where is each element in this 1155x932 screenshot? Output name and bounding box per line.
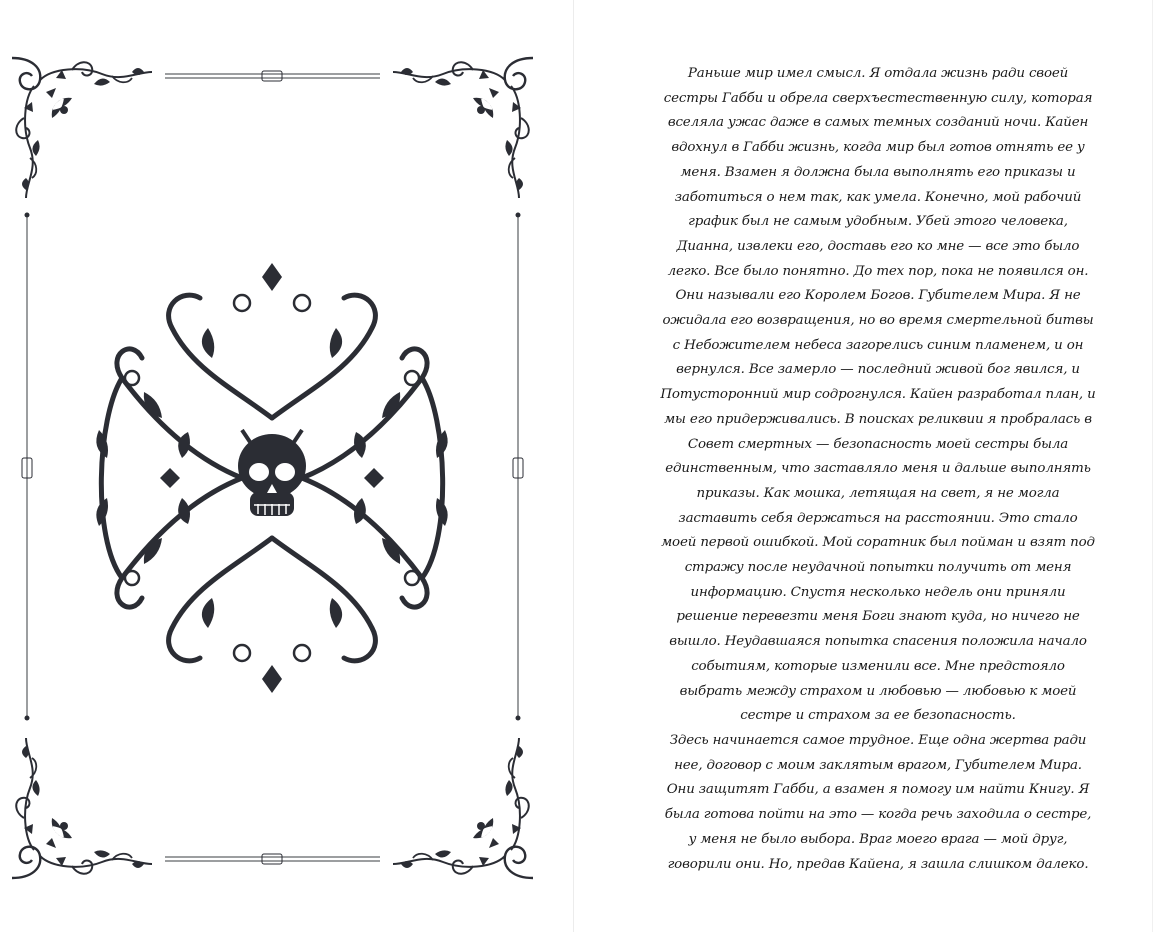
paragraph-3: Здесь начинается самое трудное. Еще одна жертва ради нее, договор с моим заклятым врагом, Губителем Мира. Они защитят Габби, а взамен я помогу им найти Книгу. Я была готова пойти на это — когда речь заходила о сестре, у меня не было выбора. Враг моего врага — мой друг, говорили они. Но, предав Кайена, я зашла слишком далеко. bbox=[664, 732, 1092, 872]
skull-icon bbox=[238, 430, 306, 516]
ornamental-frame bbox=[0, 0, 573, 932]
chapter-text bbox=[660, 62, 1096, 877]
paragraph-2: Они называли его Королем Богов. Губителем Мира. Я не ожидала его возвращения, но во время смертельной битвы с Небожителем небеса загорелись синим пламенем, и он вернулся. Все замерло — последний живой бог явился, и Потусторонний мир содрогнулся. Кайен разработал план, и мы его придерживались. В поисках реликвии я пробралась в Совет смертных — безопасность моей сестры была единственным, что заставляло меня и дальше выполнять приказы. Как мошка, летящая на свет, я не могла заставить себя держаться на расстоянии. Это стало моей первой ошибкой. Мой соратник был пойман и взят под стражу после неудачной попытки получить от меня информацию. Спустя несколько недель они приняли решение перевезти меня Боги знают куда, но ничего не вышло. Неудавшаяся попытка спасения положила начало событиям, которые изменили все. Мне предстояло выбрать между страхом и любовью — любовью к моей сестре и страхом за ее безопасность. bbox=[660, 288, 1096, 724]
paragraph-1: Раньше мир имел смысл. Я отдала жизнь ради своей сестры Габби и обрела сверхъестественную силу, которая вселяла ужас даже в самых темных созданий ночи. Кайен вдохнул в Габби жизнь, когда мир был готов отнять ее у меня. Взамен я должна была выполнять его приказы и заботиться о нем так, как умела. Конечно, мой рабочий график был не самым удобным. Убей этого человека, Дианна, извлеки его, доставь его ко мне — все это было легко. Все было понятно. До тех пор, пока не появился он. bbox=[663, 66, 1093, 279]
skull-ornament-icon bbox=[96, 263, 447, 693]
